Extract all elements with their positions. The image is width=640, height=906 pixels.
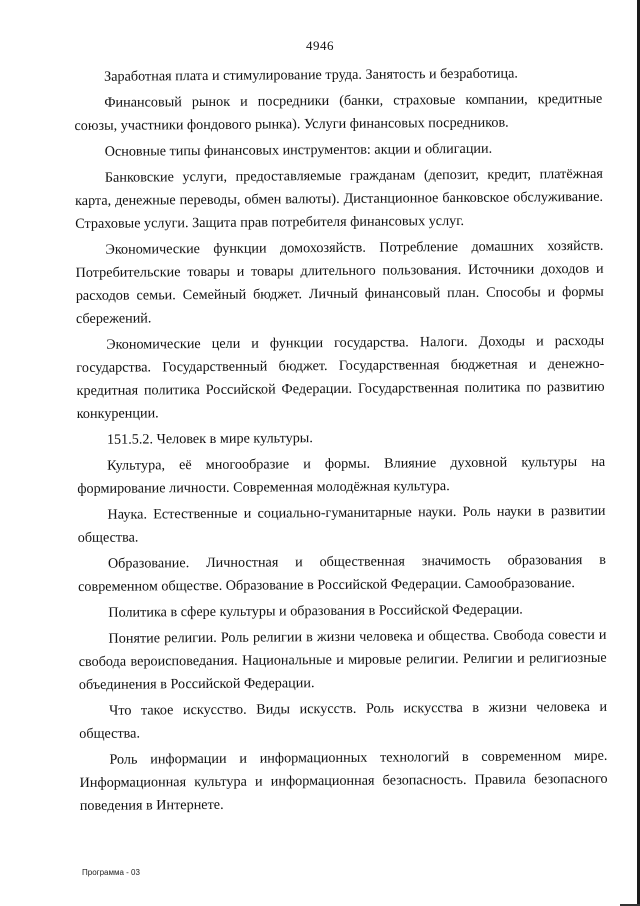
paragraph-state-economy: Экономические цели и функции государства. Налоги. Доходы и расходы государства. Государственный бюджет. Государственная бюджетная и денежно-кредитная политика Российской Федерации. Государственная политика по развитию конкуренции.	[76, 332, 605, 422]
paragraph-culture: Культура, её многообразие и формы. Влияние духовной культуры на формирование личности. Современная молодёжная культура.	[77, 453, 606, 497]
paragraph-information: Роль информации и информационных технологий в современном мире. Информационная культура и информационная безопасность. Правила безопасного поведения в Интернете.	[79, 747, 608, 814]
footer-label: Программа - 03	[82, 868, 140, 877]
page-number: 4946	[306, 38, 334, 53]
paragraph-religion: Понятие религии. Роль религии в жизни человека и общества. Свобода совести и свобода вероисповедания. Национальные и мировые религии. Религии и религиозные объединения в Российской Федерации.	[78, 626, 607, 693]
paragraph-financial-market: Финансовый рынок и посредники (банки, страховые компании, кредитные союзы, участники фондового рынка). Услуги финансовых посредников.	[74, 90, 603, 134]
paragraph-education: Образование. Личностная и общественная значимость образования в современном обществе. Образование в Российской Федерации. Самообразование.	[78, 551, 606, 595]
body-text	[74, 62, 608, 821]
paragraph-households: Экономические функции домохозяйств. Потребление домашних хозяйств. Потребительские товары и товары длительного пользования. Источники доходов и расходов семьи. Семейный бюджет. Личный финансовый план. Способы и формы сбережений.	[75, 237, 604, 327]
paragraph-science: Наука. Естественные и социально-гуманитарные науки. Роль науки в развитии общества.	[77, 502, 606, 546]
paragraph-wages: Заработная плата и стимулирование труда. Занятость и безработица.	[104, 65, 518, 85]
paragraph-policy: Политика в сфере культуры и образования в Российской Федерации.	[108, 601, 523, 621]
paragraph-financial-instruments: Основные типы финансовых инструментов: акции и облигации.	[104, 140, 493, 160]
section-heading: 151.5.2. Человек в мире культуры.	[106, 429, 313, 448]
paragraph-banking-services: Банковские услуги, предоставляемые гражданам (депозит, кредит, платёжная карта, денежные переводы, обмен валюты). Дистанционное банковское обслуживание. Страховые услуги. Защита прав потребителя финансовых услуг.	[74, 166, 604, 232]
paragraph-art: Что такое искусство. Виды искусств. Роль искусства в жизни человека и общества.	[79, 698, 608, 742]
